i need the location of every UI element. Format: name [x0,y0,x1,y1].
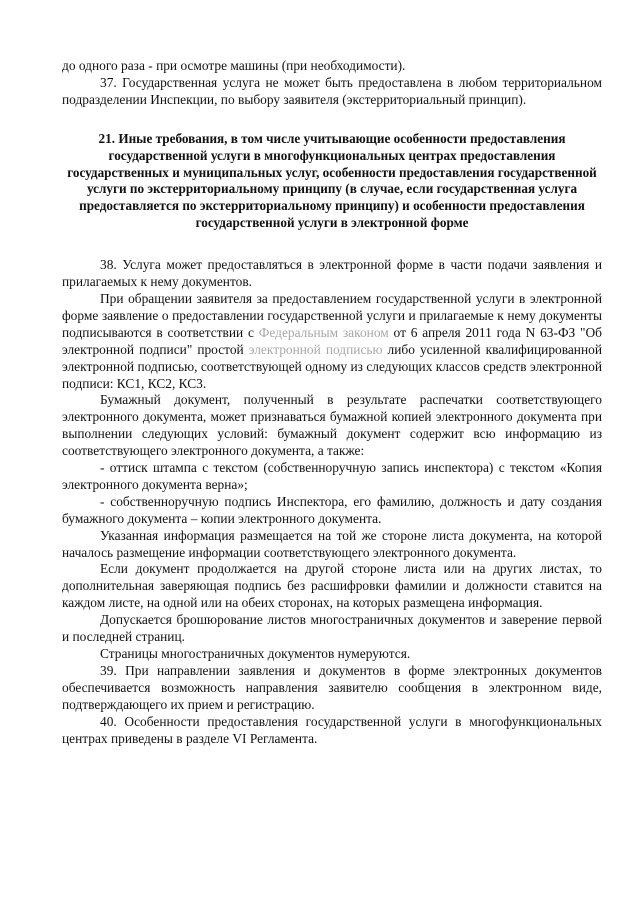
federal-law-link[interactable]: Федеральным законом [258,324,389,340]
paragraph-stamp: - оттиск штампа с текстом (собственноручную запись инспектора) с текстом «Копия электронного документа верна»; [62,460,602,492]
document-page [62,58,602,747]
sign-text-a: При обращении заявителя за предоставлением государственной услуги в электронной форме заявление о предоставлении государственной услуги и прилагаемые к нему документы подписываются в соответствии с [62,290,602,340]
paragraph-line-continuation: до одного раза - при осмотре машины (при необходимости). [62,58,406,73]
paragraph-37: 37. Государственная услуга не может быть предоставлена в любом территориальном подразделении Инспекции, по выбору заявителя (экстерриториальный принцип). [62,74,602,107]
paragraph-paper-document: Бумажный документ, полученный в результате распечатки соответствующего электронного документа, может признаваться бумажной копией электронного документа при выполнении следующих условий: бумажный документ содержит всю информацию из соответствующего электронного документа, а также: [62,392,602,459]
paragraph-signature: - собственноручную подпись Инспектора, его фамилию, должность и дату создания бумажного документа – копии электронного документа. [62,493,602,526]
paragraph-electronic-signature [62,291,602,392]
spacer [62,109,602,131]
sign-text-c: либо усиленной квалифицированной электронной подписью, соответствующей одному из следующих классов средств электронной подписи: КС1, КС2, КС3. [62,341,603,391]
paragraph-numbering: Страницы многостраничных документов нумеруются. [100,646,411,661]
paragraph-continuation: Если документ продолжается на другой стороне листа или на других листах, то дополнительная заверяющая подпись без расшифровки фамилии и должности ставится на каждом листе, на одной или на обеих сторонах, на которых размещена информация. [62,561,602,611]
paragraph-binding: Допускается брошюрование листов многостраничных документов и заверение первой и последней страниц. [62,612,602,645]
paragraph-placement: Указанная информация размещается на той же стороне листа документа, на которой началось размещение информации соответствующего электронного документа. [62,527,602,560]
paragraph-40: 40. Особенности предоставления государственной услуги в многофункциональных центрах приведены в разделе VI Регламента. [62,713,602,746]
paragraph-38: 38. Услуга может предоставляться в электронной форме в части подачи заявления и прилагаемых к нему документов. [62,257,602,290]
paragraph-39: 39. При направлении заявления и документов в форме электронных документов обеспечивается возможность направления заявителю сообщения в электронном виде, подтверждающего их прием и регистрацию. [62,662,602,712]
spacer [62,232,602,257]
electronic-signature-link[interactable]: электронной подписью [248,341,383,357]
section-heading-21: 21. Иные требования, в том числе учитывающие особенности предоставления государственной услуги в многофункциональных центрах предоставления государственных и муниципальных услуг, особенности предоставления государственной услуги по экстерриториальному принципу (в случае, если государственная услуга предоставляется по экстерриториальному принципу) и особенности предоставления государственной услуги в электронной форме [67,130,597,231]
sign-text-b: от 6 апреля 2011 года N 63-ФЗ "Об электронной подписи" простой [62,324,602,357]
